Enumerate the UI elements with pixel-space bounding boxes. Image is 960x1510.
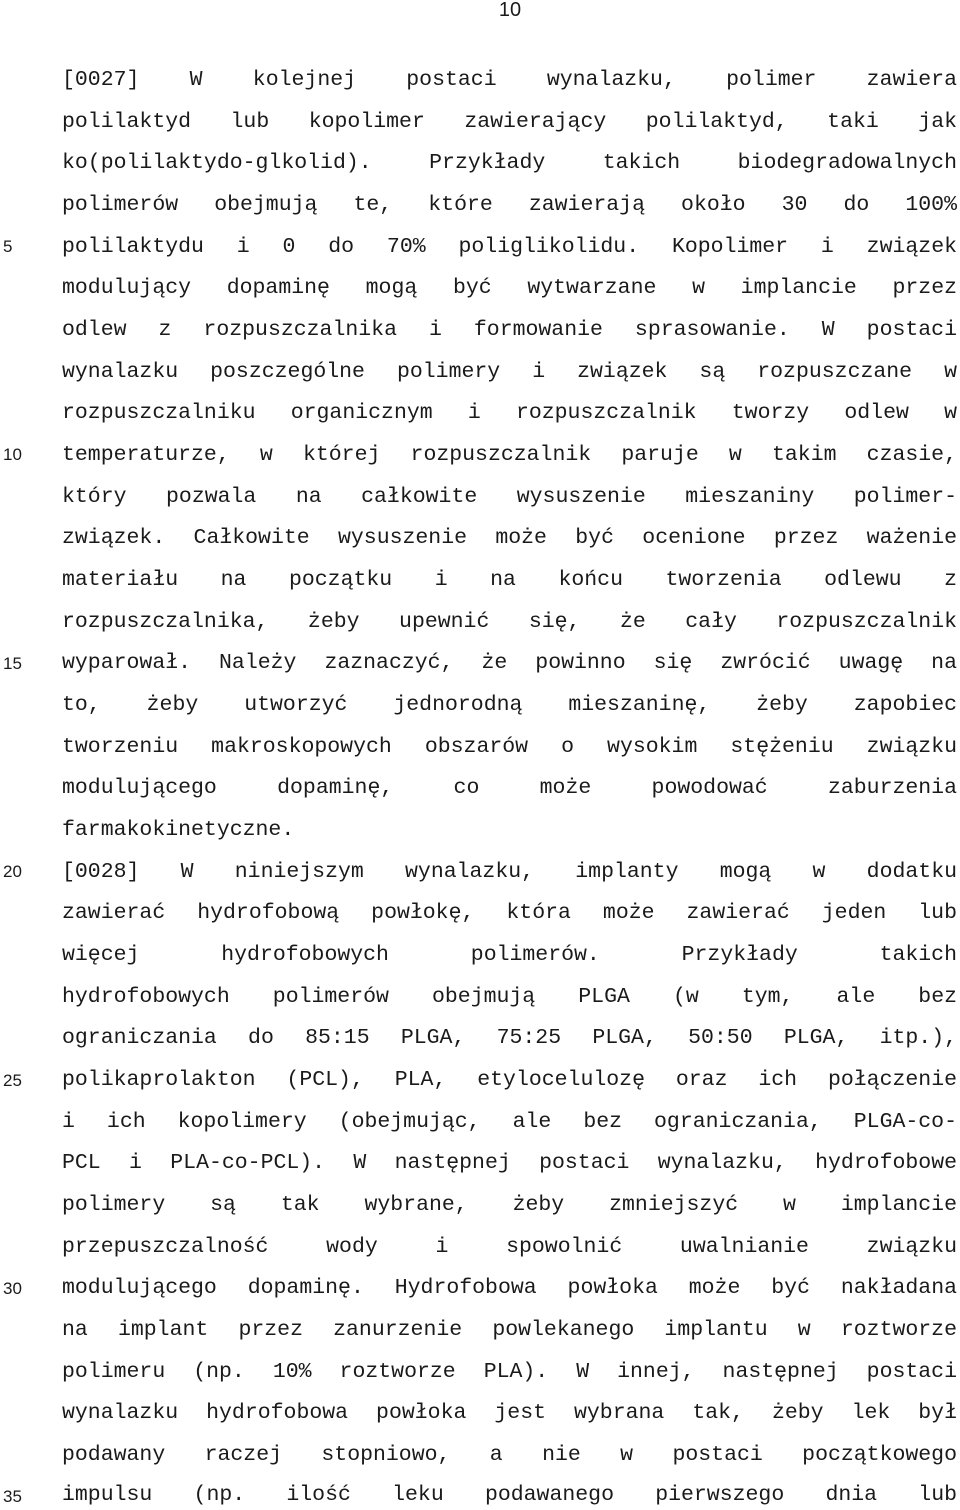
text-line: polimerów obejmują te, które zawierają około 30 do 100%: [62, 193, 957, 217]
text-line: przepuszczalność wody i spowolnić uwalnianie związku: [62, 1235, 957, 1259]
text-line: polilaktyd lub kopolimer zawierający polilaktyd, taki jak: [62, 110, 957, 134]
text-line: modulujący dopaminę mogą być wytwarzane w implancie przez: [62, 276, 957, 300]
text-line: PCL i PLA-co-PCL). W następnej postaci wynalazku, hydrofobowe: [62, 1151, 957, 1175]
text-line: polilaktydu i 0 do 70% poliglikolidu. Kopolimer i związek: [62, 235, 957, 259]
text-line: więcej hydrofobowych polimerów. Przykłady takich: [62, 943, 957, 967]
text-line: ograniczania do 85:15 PLGA, 75:25 PLGA, 50:50 PLGA, itp.),: [62, 1026, 957, 1050]
text-line: odlew z rozpuszczalnika i formowanie sprasowanie. W postaci: [62, 318, 957, 342]
text-line: modulującego dopaminę. Hydrofobowa powłoka może być nakładana: [62, 1276, 957, 1300]
text-line: wynalazku hydrofobowa powłoka jest wybrana tak, żeby lek był: [62, 1401, 957, 1425]
text-line: [0027] W kolejnej postaci wynalazku, polimer zawiera: [62, 68, 957, 92]
text-line: polikaprolakton (PCL), PLA, etylocelulozę oraz ich połączenie: [62, 1068, 957, 1092]
text-line: farmakokinetyczne.: [62, 818, 295, 842]
text-line: który pozwala na całkowite wysuszenie mieszaniny polimer-: [62, 485, 957, 509]
text-line: [0028] W niniejszym wynalazku, implanty mogą w dodatku: [62, 860, 957, 884]
text-line: tworzeniu makroskopowych obszarów o wysokim stężeniu związku: [62, 735, 957, 759]
text-line: wynalazku poszczególne polimery i związek są rozpuszczane w: [62, 360, 957, 384]
text-line: na implant przez zanurzenie powlekanego implantu w roztworze: [62, 1318, 957, 1342]
text-line: temperaturze, w której rozpuszczalnik paruje w takim czasie,: [62, 443, 957, 467]
page-number: 10: [498, 0, 522, 21]
text-line: ko(polilaktydo-glkolid). Przykłady takich biodegradowalnych: [62, 151, 957, 175]
text-line: wyparował. Należy zaznaczyć, że powinno się zwrócić uwagę na: [62, 651, 957, 675]
margin-line-number: 15: [3, 654, 22, 673]
margin-line-number: 5: [3, 237, 13, 256]
margin-line-number: 10: [3, 445, 22, 464]
text-line: podawany raczej stopniowo, a nie w postaci początkowego: [62, 1443, 957, 1467]
text-line: to, żeby utworzyć jednorodną mieszaninę, żeby zapobiec: [62, 693, 957, 717]
text-line: związek. Całkowite wysuszenie może być ocenione przez ważenie: [62, 526, 957, 550]
text-line: polimeru (np. 10% roztworze PLA). W innej, następnej postaci: [62, 1360, 957, 1384]
text-line: modulującego dopaminę, co może powodować zaburzenia: [62, 776, 957, 800]
margin-line-number: 25: [3, 1071, 22, 1090]
text-line: hydrofobowych polimerów obejmują PLGA (w tym, ale bez: [62, 985, 957, 1009]
margin-line-number: 35: [3, 1487, 22, 1506]
text-line: i ich kopolimery (obejmując, ale bez ograniczania, PLGA-co-: [62, 1110, 957, 1134]
text-line: rozpuszczalniku organicznym i rozpuszczalnik tworzy odlew w: [62, 401, 957, 425]
text-line: polimery są tak wybrane, żeby zmniejszyć w implancie: [62, 1193, 957, 1217]
text-line: zawierać hydrofobową powłokę, która może zawierać jeden lub: [62, 901, 957, 925]
text-line: materiału na początku i na końcu tworzenia odlewu z: [62, 568, 957, 592]
text-line: impulsu (np. ilość leku podawanego pierwszego dnia lub: [62, 1483, 957, 1507]
margin-line-number: 30: [3, 1279, 22, 1298]
margin-line-number: 20: [3, 862, 22, 881]
text-line: rozpuszczalnika, żeby upewnić się, że cały rozpuszczalnik: [62, 610, 957, 634]
